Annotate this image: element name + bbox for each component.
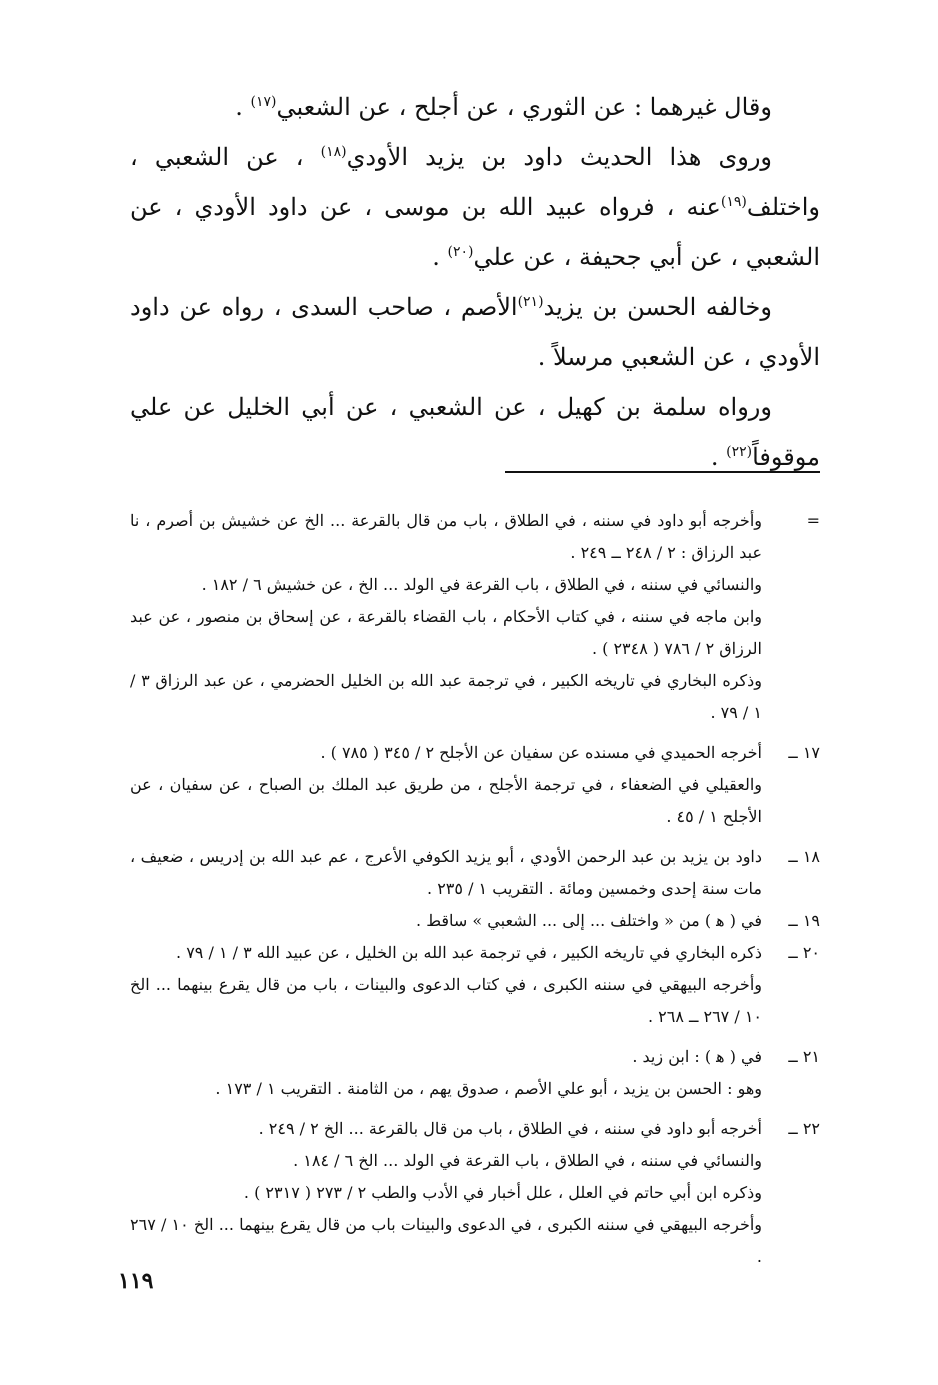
footnote-text: [130, 841, 762, 905]
footnote-ref-19: (١٩): [720, 194, 747, 210]
p2-end: .: [432, 243, 440, 271]
footnote-ref-18: (١٨): [320, 144, 347, 160]
paragraph-4: [130, 382, 820, 482]
p4-end: .: [710, 443, 719, 471]
footnote-marker: ١٩ ــ: [788, 911, 820, 930]
footnote-line: في ( ﻫ ) : ابن زيد .: [632, 1047, 762, 1066]
footnote-line: أخرجه أبو داود في سننه ، في الطلاق ، باب من قال بالقرعة ... الخ ٢ / ٢٤٩ .: [258, 1119, 762, 1138]
footnote-line: وأخرجه البيهقي في سننه الكبرى ، في كتاب الدعوى والبينات ، باب من قال يقرع بينهما ... الخ ١٠ / ٢٦٧ ــ ٢٦٨ .: [130, 975, 762, 1026]
footnote-line: وأخرجه أبو داود في سننه ، في الطلاق ، باب من قال بالقرعة ... الخ عن خشيش بن أصرم ، نا عبد الرزاق : ٢ / ٢٤٨ ــ ٢٤٩ .: [130, 511, 762, 562]
footnote-line: والعقيلي في الضعفاء ، في ترجمة الأجلح ، من طريق عبد الملك بن الصباح ، عن سفيان ، عن الأجلح ١ / ٤٥ .: [130, 775, 762, 826]
footnote-ref-17: (١٧): [250, 94, 277, 110]
p2b-text: ، عن الشعبي ، واختلف: [130, 143, 820, 221]
footnote-line: داود بن يزيد بن عبد الرحمن الأودي ، أبو يزيد الكوفي الأعرج ، عم عبد الله بن إدريس ، ضعيف ، مات سنة إحدى وخمسين ومائة . التقريب ١ / ٢٣٥ .: [130, 847, 763, 898]
footnote-line: في ( ﻫ ) من « واختلف ... إلى ... الشعبي » ساقط .: [416, 911, 762, 930]
footnote-text: [130, 1041, 762, 1105]
footnote-line: أخرجه الحميدي في مسنده عن سفيان عن الأجلح ٢ / ٣٤٥ ( ٧٨٥ ) .: [320, 743, 762, 762]
footnote-marker: ٢١ ــ: [788, 1047, 820, 1066]
page-number: ١١٩: [118, 1268, 154, 1294]
footnote-line: وأخرجه البيهقي في سننه الكبرى ، في الدعوى والبينات باب من قال يقرع بينهما ... الخ ١٠ / ٢٦٧ .: [130, 1215, 763, 1266]
p3b-text: الأصم ، صاحب السدى ، رواه عن داود الأودي ، عن الشعبي مرسلاً .: [130, 293, 820, 371]
footnote-continuation: [130, 505, 820, 729]
footnote-line: والنسائي في سننه ، في الطلاق ، باب القرعة في الولد ... الخ ، عن خشيش ٦ / ١٨٢ .: [201, 575, 762, 594]
footnote-text: [130, 905, 762, 937]
footnote-17: [130, 737, 820, 833]
footnote-marker: =: [806, 511, 820, 530]
footnote-text: [130, 737, 762, 833]
footnote-marker: ١٨ ــ: [788, 847, 820, 866]
footnote-separator: [505, 471, 820, 473]
footnote-text: [130, 505, 762, 729]
footnote-line: والنسائي في سننه ، في الطلاق ، باب القرعة في الولد ... الخ ٦ / ١٨٤ .: [293, 1151, 762, 1170]
p1-end: .: [235, 93, 243, 121]
footnote-18: [130, 841, 820, 905]
footnote-line: وذكره ابن أبي حاتم في العلل ، علل أخبار في الأدب والطب ٢ / ٢٧٣ ( ٢٣١٧ ) .: [243, 1183, 762, 1202]
p3a-text: وخالفه الحسن بن يزيد: [543, 293, 772, 321]
paragraph-1: [130, 82, 820, 132]
p2a-text: وروى هذا الحديث داود بن يزيد الأودي: [346, 143, 772, 171]
footnote-ref-22: (٢٢): [726, 444, 753, 460]
footnote-marker: ٢٢ ــ: [788, 1119, 820, 1138]
footnote-line: ذكره البخاري في تاريخه الكبير ، في ترجمة عبد الله بن الخليل ، عن عبيد الله ٣ / ١ / ٧٩ .: [176, 943, 762, 962]
footnote-text: [130, 937, 762, 1033]
footnotes: [130, 505, 820, 1273]
p2c-text: عنه ، فرواه عبيد الله بن موسى ، عن داود الأودي ، عن الشعبي ، عن أبي جحيفة ، عن علي: [130, 193, 820, 271]
footnote-20: [130, 937, 820, 1033]
main-text: [130, 82, 820, 482]
footnote-line: وذكره البخاري في تاريخه الكبير ، في ترجمة عبد الله بن الخليل الحضرمي ، عن عبد الرزاق ٣ / ١ / ٧٩ .: [130, 671, 763, 722]
footnote-marker: ٢٠ ــ: [788, 943, 820, 962]
paragraph-3: [130, 282, 820, 382]
footnote-text: [130, 1113, 762, 1273]
footnote-marker: ١٧ ــ: [788, 743, 820, 762]
footnote-ref-21: (٢١): [517, 294, 544, 310]
footnote-19: [130, 905, 820, 937]
paragraph-2: [130, 132, 820, 282]
footnote-ref-20: (٢٠): [447, 244, 474, 260]
footnote-line: وابن ماجه في سننه ، في كتاب الأحكام ، باب القضاء بالقرعة ، عن إسحاق بن منصور ، عن عبد الرزاق ٢ / ٧٨٦ ( ٢٣٤٨ ) .: [130, 607, 763, 658]
footnote-21: [130, 1041, 820, 1105]
p1-text: وقال غيرهما : عن الثوري ، عن أجلح ، عن الشعبي: [276, 93, 772, 121]
footnote-22: [130, 1113, 820, 1273]
p4-text: ورواه سلمة بن كهيل ، عن الشعبي ، عن أبي الخليل عن علي موقوفاً: [130, 393, 820, 471]
footnote-line: وهو : الحسن بن يزيد ، أبو علي الأصم ، صدوق يهم ، من الثامنة . التقريب ١ / ١٧٣ .: [215, 1079, 762, 1098]
